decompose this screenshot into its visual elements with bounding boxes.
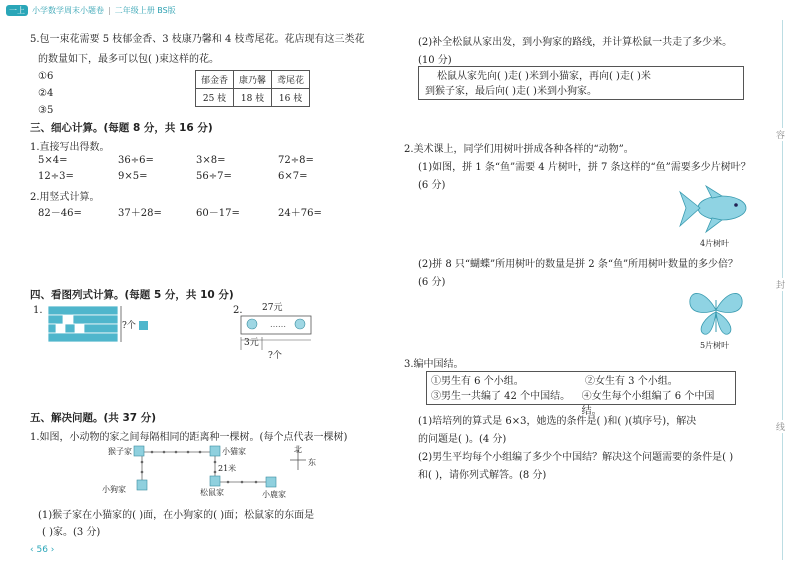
table-header: 鸢尾花 — [272, 71, 310, 89]
grade-tag: 一上 — [6, 5, 28, 16]
q3-condition-4: ④女生每个小组编了 6 个中国结。 — [581, 391, 715, 417]
map-label-dog: 小狗家 — [102, 485, 126, 494]
sec4-q1-unknown — [122, 318, 148, 331]
section3-title: 三、细心计算。(每题 8 分，共 16 分) — [30, 122, 213, 134]
leaf-fish — [676, 184, 752, 239]
map-label-monkey: 猴子家 — [108, 447, 132, 456]
q5-option-1: ①6 — [38, 71, 54, 82]
map-label-cat: 小猫家 — [222, 447, 246, 456]
calc-item: 72÷8= — [278, 155, 314, 166]
butterfly-caption: 5片树叶 — [700, 341, 730, 350]
page-header — [6, 3, 176, 17]
sec4-q1-unknown-text: ?个 — [122, 321, 136, 331]
section3-part2: 2.用竖式计算。 — [30, 192, 100, 203]
section4-title: 四、看图列式计算。(每题 5 分，共 10 分) — [30, 289, 234, 301]
sec4-q2-total: 27元 — [262, 303, 283, 313]
leaf-butterfly — [686, 286, 746, 341]
binding-label: 线 — [776, 420, 785, 433]
route-fill-line2: 到猴子家，最后向( )走( )米到小狗家。 — [425, 86, 597, 97]
calc-row-3 — [38, 204, 338, 219]
q3-condition-1: ①男生有 6 个小组。 — [431, 376, 524, 387]
q1-2-text: (2)补全松鼠从家出发，到小狗家的路线，并计算松鼠一共走了多少米。 — [418, 37, 733, 48]
map-label-squirrel: 松鼠家 — [200, 488, 224, 497]
q2-intro: 2.美术课上，同学们用树叶拼成各种各样的“动物”。 — [404, 144, 634, 155]
q5-options — [38, 68, 53, 119]
q3-condition-2: ②女生有 3 个小组。 — [585, 376, 678, 387]
fish-figure — [676, 184, 752, 236]
q5-option-3: ③5 — [38, 105, 54, 116]
map-label-distance: 21米 — [218, 464, 237, 473]
calc-row-1 — [38, 155, 338, 166]
route-fill-line1: 松鼠从家先向( )走( )米到小猫家，再向( )走( )米 — [437, 71, 651, 82]
q5-option-2: ②4 — [38, 88, 54, 99]
page-number: ‹ 56 › — [30, 545, 55, 555]
route-fill-box — [418, 66, 744, 100]
section5-title: 五、解决问题。(共 37 分) — [30, 412, 157, 424]
calc-item: 12÷3= — [38, 171, 74, 182]
fish-caption: 4片树叶 — [700, 239, 730, 248]
q2-part2-score: (6 分) — [418, 277, 446, 288]
edition-label: 二年级上册 BS版 — [114, 5, 176, 15]
map-label-deer: 小鹿家 — [262, 490, 286, 499]
sec4-q2-unknown: ?个 — [268, 351, 282, 361]
q2-part1: (1)如图，拼 1 条“鱼”需要 4 片树叶，拼 7 条这样的“鱼”需要多少片树叶？ — [418, 162, 751, 173]
q5-line1: 5.包一束花需要 5 枝郁金香、3 枝康乃馨和 4 枝鸢尾花。花店现有这三类花 — [30, 34, 365, 45]
sec5-q1-1a: (1)猴子家在小猫家的( )面，在小狗家的( )面；松鼠家的东面是 — [38, 510, 315, 521]
q3-conditions-box — [426, 371, 736, 417]
q3-part2b: 和( )，请你列式解答。(8 分) — [418, 470, 547, 481]
flower-table — [195, 70, 310, 107]
calc-item: 6×7= — [278, 171, 308, 182]
q5-line2: 的数量如下，最多可以包( )束这样的花。 — [38, 54, 219, 65]
q3-title: 3.编中国结。 — [404, 359, 464, 370]
table-header: 郁金香 — [196, 71, 234, 89]
q3-conditions-row1 — [431, 374, 731, 389]
calc-item: 60－17= — [196, 208, 240, 219]
table-header: 康乃馨 — [234, 71, 272, 89]
table-cell: 18 枝 — [234, 89, 272, 107]
binding-label: 封 — [776, 278, 785, 291]
page-number-text: 56 — [36, 545, 48, 555]
sec4-q2-unit-price: 3元 — [244, 338, 259, 348]
q3-condition-3: ③男生一共编了 42 个中国结。 — [431, 391, 571, 402]
calc-item: 36÷6= — [118, 155, 154, 166]
table-cell: 16 枝 — [272, 89, 310, 107]
sec4-q1-label: 1. — [33, 305, 43, 316]
calc-item: 56÷7= — [196, 171, 232, 182]
calc-row-2 — [38, 171, 338, 182]
square-icon — [139, 321, 148, 330]
q3-part2a: (2)男生平均每个小组编了多少个中国结？解决这个问题需要的条件是( ) — [418, 452, 734, 463]
calc-item: 3×8= — [196, 155, 226, 166]
q2-part1-score: (6 分) — [418, 180, 446, 191]
calc-item: 82－46= — [38, 208, 82, 219]
q3-part1a: (1)培培列的算式是 6×3，她选的条件是( )和( )(填序号)，解决 — [418, 416, 697, 427]
book-title: 小学数学周末小题卷 — [32, 5, 104, 15]
q1-2-score: (10 分) — [418, 55, 452, 66]
svg-text:……: …… — [270, 320, 286, 329]
calc-item: 24＋76= — [278, 208, 322, 219]
compass-north: 北 — [294, 445, 302, 454]
sec5-q1-1b: ( )家。(3 分) — [42, 527, 101, 538]
calc-item: 37＋28= — [118, 208, 162, 219]
header-separator: | — [108, 5, 111, 15]
sec5-q1-text: 1.如图，小动物的家之间每隔相同的距离种一棵树。(每个点代表一棵树) — [30, 432, 348, 443]
compass-east: 东 — [308, 458, 316, 467]
q2-part2: (2)拼 8 只“蝴蝶”所用树叶的数量是拼 2 条“鱼”所用树叶数量的多少倍？ — [418, 259, 739, 270]
table-cell: 25 枝 — [196, 89, 234, 107]
calc-item: 5×4= — [38, 155, 68, 166]
section3-part1: 1.直接写出得数。 — [30, 142, 110, 153]
calc-item: 9×5= — [118, 171, 148, 182]
binding-label: 容 — [776, 128, 785, 141]
sec4-q2-label: 2. — [233, 305, 243, 316]
butterfly-figure — [686, 286, 746, 338]
q3-part1b: 的问题是( )。(4 分) — [418, 434, 507, 445]
binding-margin — [764, 0, 800, 565]
